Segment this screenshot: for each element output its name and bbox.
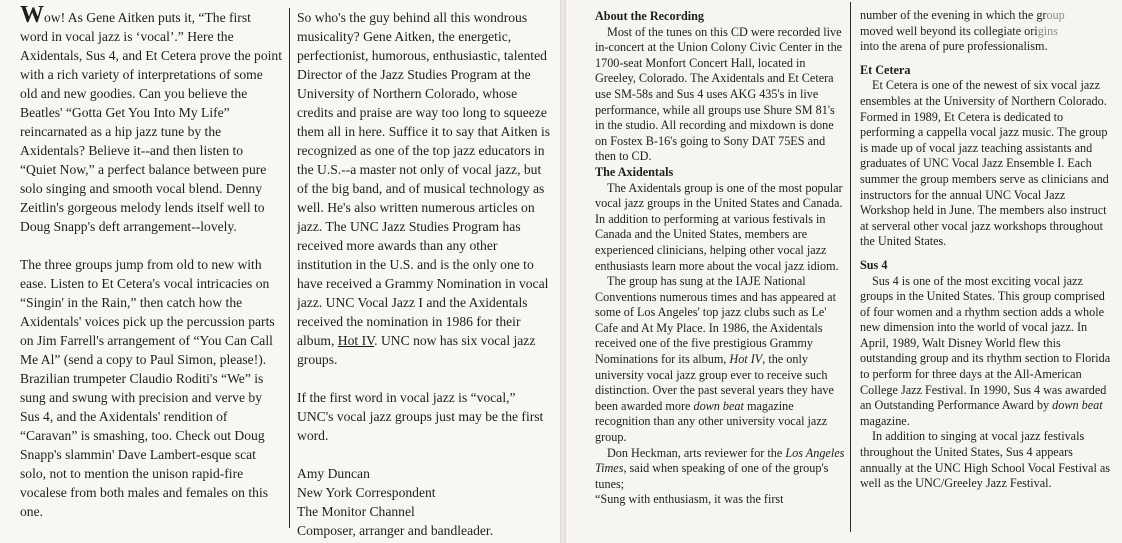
column-divider-right [850, 2, 851, 532]
quote-cont-faded: oup [1046, 8, 1065, 22]
quote-cont-text: number of the evening in which the gr [860, 8, 1047, 22]
newspaper-la-times: Los Angeles Times [595, 445, 845, 476]
heading-about-recording: About the Recording [595, 9, 705, 23]
left-page [0, 0, 560, 543]
column-groups [860, 8, 1112, 492]
axidentals-paragraph-1: The Axidentals group is one of the most popular vocal jazz groups in the United States and Canada. In addition to performing at various festivals in Canada and the United States, members are experienced clinicians, helping other vocal jazz enthusiasts learn more about the vocal jazz idiom. [595, 180, 843, 273]
quote-continuation-1 [860, 8, 1112, 24]
quote-cont-text-2: moved well beyond its collegiate ori [860, 23, 1038, 38]
heading-axidentals: The Axidentals [595, 164, 674, 179]
axidentals-paragraph-2 [595, 274, 847, 446]
groups-paragraph: The three groups jump from old to new with ease. Listen to Et Cetera's vocal intricacies on “Singin' in the Rain,” then catch how the Axidentals' voices pick up the percussion parts on Jim Farrell's arrangement of “You Can Call Me Al” (send a copy to Paul Simon, please!). Brazilian trumpeter Claudio Roditi's “We” is sung and swung with precision and verve by Sus 4, and the Axidentals' rendition of “Caravan” is smashing, too. Check out Doug Snapp's slammin' Dave Lambert-esque scat solo, not to mention the unison rapid-fire vocalese from both males and females on this one. [20, 257, 275, 519]
axidentals-p2-text-3: magazine recognition than any other university vocal jazz group. [595, 398, 828, 445]
et-cetera-paragraph: Et Cetera is one of the newest of six vocal jazz ensembles at the University of Northern Colorado. Formed in 1989, Et Cetera is dedicated to performing a cappella vocal jazz music. The group is made up of vocal jazz teaching assistants and graduates of UNC Vocal Jazz Ensemble I. Each summer the group members serve as clinicians and instructors for the annual UNC Vocal Jazz Workshop held in June. The members also instruct at serveral other vocal jazz workshops throughout the United States. [860, 78, 1109, 249]
magazine-down-beat: down beat [693, 398, 744, 413]
axidentals-quote: “Sung with enthusiasm, it was the first [595, 492, 784, 507]
column-divider [289, 8, 290, 528]
paragraph-gap [20, 236, 282, 255]
aitken-text-after: . UNC now has six vocal jazz groups. [297, 333, 536, 367]
signature-role: Composer, arranger and bandleader. [297, 523, 494, 538]
section-gap [860, 250, 1112, 258]
heading-et-cetera: Et Cetera [860, 62, 911, 77]
aitken-text-before: So who's the guy behind all this wondrous musicality? Gene Aitken, the energetic, perfectionist, humorous, enthusiastic, talented Director of the Jazz Studies Program at the University of Northern Colorado, whose credits and praise are way too long to squeeze them all in here. Suffice it to say that Aitken is recognized as one of the top jazz educators in the U.S.--a master not only of vocal jazz, but of the big band, and of musical technology as well. He's also written numerous articles on jazz. The UNC Jazz Studies Program has received more awards than any other institution in the U.S. and is the only one to have received a Grammy Nomination in vocal jazz. UNC Vocal Jazz I and the Axidentals received the nomination in 1986 for their album, [297, 10, 551, 348]
quote-continuation-2 [860, 24, 1112, 40]
paragraph-gap [297, 369, 555, 388]
paragraph-gap [297, 445, 555, 464]
sus-4-paragraph-1 [860, 274, 1112, 430]
intro-paragraph [20, 6, 282, 236]
sus4-p1-text-2: magazine. [860, 413, 910, 428]
quote-cont-faded-2: gins [1037, 23, 1059, 38]
recording-paragraph: Most of the tunes on this CD were recorded live in-concert at the Union Colony Civic Center in the 1700-seat Monfort Concert Hall, located in Greeley, Colorado. The Axidentals and Et Cetera use SM-58s and Sus 4 uses AKG 435's in live performance, while all groups use Shure SM 81's in the studio. All recording and mixdown is done on Fostex B-16's going to Sony DAT 75ES and then to CD. [595, 24, 843, 164]
axidentals-p3-text-2: , said when speaking of one of the group's tunes; [595, 461, 829, 491]
aitken-paragraph [297, 8, 555, 369]
column-intro [20, 6, 282, 521]
axidentals-p2-text-2: , the only university vocal jazz group ever to receive such distinction. Over the past several years they have been awarded more [595, 352, 834, 413]
axidentals-paragraph-3 [595, 446, 847, 493]
column-recording [595, 9, 847, 508]
column-aitken [297, 8, 555, 540]
section-gap [860, 55, 1112, 63]
signature-title: New York Correspondent [297, 485, 436, 500]
intro-paragraph-text: ow! As Gene Aitken puts it, “The first word in vocal jazz is ‘vocal’.” Here the Axidentals, Sus 4, and Et Cetera prove the point with a rich variety of interpretations of some old and new goodies. Can you believe the Beatles' “Gotta Get You Into My Life” reincarnated as a hip jazz tune by the Axidentals? Believe it--and then listen to “Quiet Now,” a perfect balance between pure solo singing and smooth vocal blend. Denny Zeitlin's gorgeous melody lends itself well to Doug Snapp's deft arrangement--lovely. [20, 10, 282, 234]
album-title-hot-iv: Hot IV [337, 333, 375, 348]
signature-outlet: The Monitor Channel [297, 504, 415, 519]
heading-sus-4: Sus 4 [860, 257, 888, 272]
album-title-hot-iv-italic: Hot IV [729, 352, 763, 367]
magazine-down-beat-2: down beat [1052, 398, 1103, 413]
axidentals-p3-text-1: Don Heckman, arts reviewer for the [607, 445, 786, 460]
drop-cap: W [20, 6, 44, 28]
first-word-paragraph: If the first word in vocal jazz is “vocal,” UNC's vocal jazz groups just may be the first word. [297, 390, 544, 443]
quote-continuation-3: into the arena of pure professionalism. [860, 39, 1048, 54]
axidentals-p2-text-1: The group has sung at the IAJE National Conventions numerous times and has appeared at some of Los Angeles' top jazz clubs such as Le' Cafe and At My Place. In 1986, the Axidentals received one of the five prestigious Grammy Nominations for its album, [595, 274, 836, 367]
signature-name: Amy Duncan [297, 466, 370, 481]
sus4-p1-text-1: Sus 4 is one of the most exciting vocal jazz groups in the United States. This group comprised of four women and a rhythm section adds a whole new dimension into the world of vocal jazz. In April, 1989, Walt Disney World flew this outstanding group and its rhythm section to Florida to perform for three days at the All-American College Jazz Festival. In 1990, Sus 4 was awarded an Outstanding Performance Award by [860, 273, 1111, 413]
sus-4-paragraph-2: In addition to singing at vocal jazz festivals throughout the United States, Sus 4 appears annually at the UNC High School Vocal Festival as well as the UNC/Greeley Jazz Festival. [860, 429, 1111, 491]
